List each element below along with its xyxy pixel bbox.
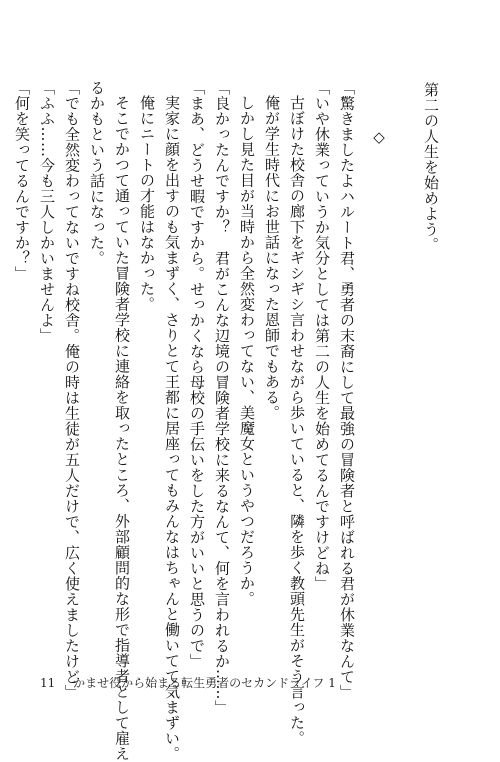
text-column: 「何を笑ってるんですか？」 <box>13 80 31 282</box>
text-column: しかし見た目が当時から全然変わってない、美魔女というやつだろうか。 <box>238 95 256 607</box>
chapter-heading: 第二の人生を始めよう。 <box>422 82 440 253</box>
text-column: 「いや休業っていうか気分としては第二の人生を始めてるんですけどね」 <box>313 80 331 592</box>
section-break-diamond: ◇ <box>370 128 388 147</box>
page-footer <box>40 674 336 691</box>
text-column: るかもという話になった。 <box>88 80 106 266</box>
page-number: 11 <box>40 676 56 690</box>
text-column: 俺が学生時代にお世話になった恩師でもある。 <box>263 95 281 421</box>
text-column: 「ふふ……今も三人しかいませんよ」 <box>38 80 56 344</box>
text-column: 「驚きましたよハルート君、勇者の末裔にして最強の冒険者と呼ばれる君が休業なんて」 <box>338 80 356 700</box>
text-column: 「まあ、どうせ暇ですから。せっかくなら母校の手伝いをした方がいいと思うので」 <box>188 80 206 669</box>
text-column: 古ぼけた校舎の廊下をギシギシ言わせながら歩いていると、隣を歩く教頭先生がそう言った。 <box>288 95 306 746</box>
text-column: 実家に顔を出すのも気まずく、さりとて王都に居座ってもみんなはちゃんと働いてて気まずい。 <box>163 95 181 762</box>
text-column: 「良かったんですか？ 君がこんな辺境の冒険者学校に来るなんて、何を言われるか……」 <box>213 80 231 716</box>
book-title: かませ役から始まる転生勇者のセカンドライフ 1 <box>73 676 336 690</box>
text-column: 「でも全然変わってないですね校舎。俺の時は生徒が五人だけで、広く使えましたけど」 <box>63 80 81 700</box>
text-column: そこでかつて通っていた冒険者学校に連絡を取ったところ、外部顧問的な形で指導者として雇え <box>113 95 131 762</box>
text-column: 俺にニートの才能はなかった。 <box>138 95 156 312</box>
